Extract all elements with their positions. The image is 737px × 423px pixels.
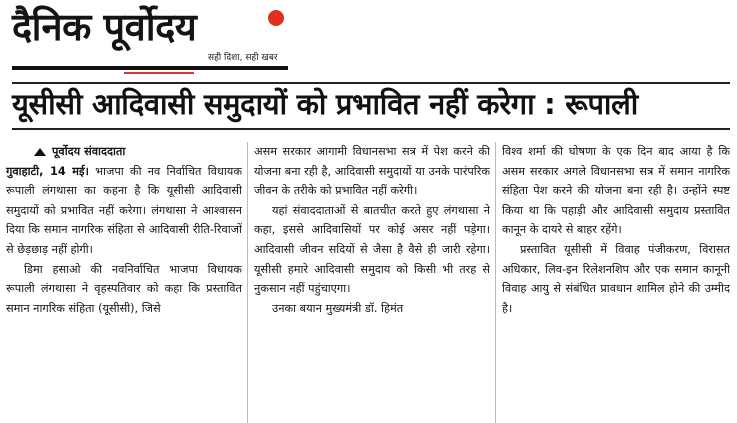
article-headline: यूसीसी आदिवासी समुदायों को प्रभावित नहीं करेगा : रूपाली xyxy=(12,87,639,121)
tagline: सही दिशा, सही खबर xyxy=(208,53,278,63)
paragraph-text: भाजपा की नव निर्वाचित विधायक रूपाली लंगथासा का कहना है कि यूसीसी आदिवासी समुदायों को प्रभावित नहीं करेगा। लंगथासा ने आश्वासन दिया कि समान नागरिक संहिता से आदिवासी रीति-रिवाजों से छेड़छाड़ नहीं होगी। xyxy=(6,164,242,256)
article-column-1 xyxy=(6,142,242,423)
masthead-accent-strip xyxy=(124,72,194,74)
article-column-2 xyxy=(254,142,490,423)
byline-text: पूर्वोदय संवाददाता xyxy=(52,145,126,158)
article-column-3 xyxy=(502,142,730,423)
dateline: गुवाहाटी, 14 मई। xyxy=(6,164,89,178)
paragraph: यहां संवाददाताओं से बातचीत करते हुए लंगथासा ने कहा, इससे आदिवासियों पर कोई असर नहीं पड़ेगा। आदिवासी जीवन सदियों से जैसा है वैसे ही जारी रहेगा। यूसीसी हमारे आदिवासी समुदाय को किसी भी तरह से नुकसान नहीं पहुंचाएगा। xyxy=(254,203,490,296)
logo-badge-icon xyxy=(268,10,284,26)
byline-arrow-icon xyxy=(34,148,46,156)
column-divider xyxy=(495,142,496,423)
paragraph: असम सरकार आगामी विधानसभा सत्र में पेश करने की योजना बना रही है, आदिवासी समुदायों या उनके पारंपरिक जीवन के तरीके को प्रभावित नहीं करेगी। xyxy=(254,145,490,198)
paragraph: प्रस्तावित यूसीसी में विवाह पंजीकरण, विरासत अधिकार, लिव-इन रिलेशनशिप और एक समान कानूनी विवाह आयु से संबंधित प्रावधान शामिल होने की उम्मीद है। xyxy=(502,242,730,315)
masthead-underline xyxy=(12,66,288,70)
paragraph: विश्व शर्मा की घोषणा के एक दिन बाद आया है कि असम सरकार अगले विधानसभा सत्र में समान नागरिक संहिता पेश करने की योजना बना रही है। उन्होंने स्पष्ट किया था कि पहाड़ी और आदिवासी समुदाय प्रस्तावित कानून के दायरे से बाहर रहेंगे। xyxy=(502,145,730,237)
paragraph xyxy=(6,162,242,260)
paragraph: डिमा हसाओ की नवनिर्वाचित भाजपा विधायक रूपाली लंगथासा ने वृहस्पतिवार को कहा कि प्रस्तावित समान नागरिक संहिता (यूसीसी), जिसे xyxy=(6,262,242,315)
byline xyxy=(6,142,242,162)
paragraph: उनका बयान मुख्यमंत्री डॉ. हिमंत xyxy=(272,301,404,315)
headline-bottom-rule xyxy=(12,128,730,130)
column-divider xyxy=(247,142,248,423)
newspaper-logo: दैनिक पूर्वोदय xyxy=(12,5,197,49)
masthead xyxy=(12,4,292,74)
